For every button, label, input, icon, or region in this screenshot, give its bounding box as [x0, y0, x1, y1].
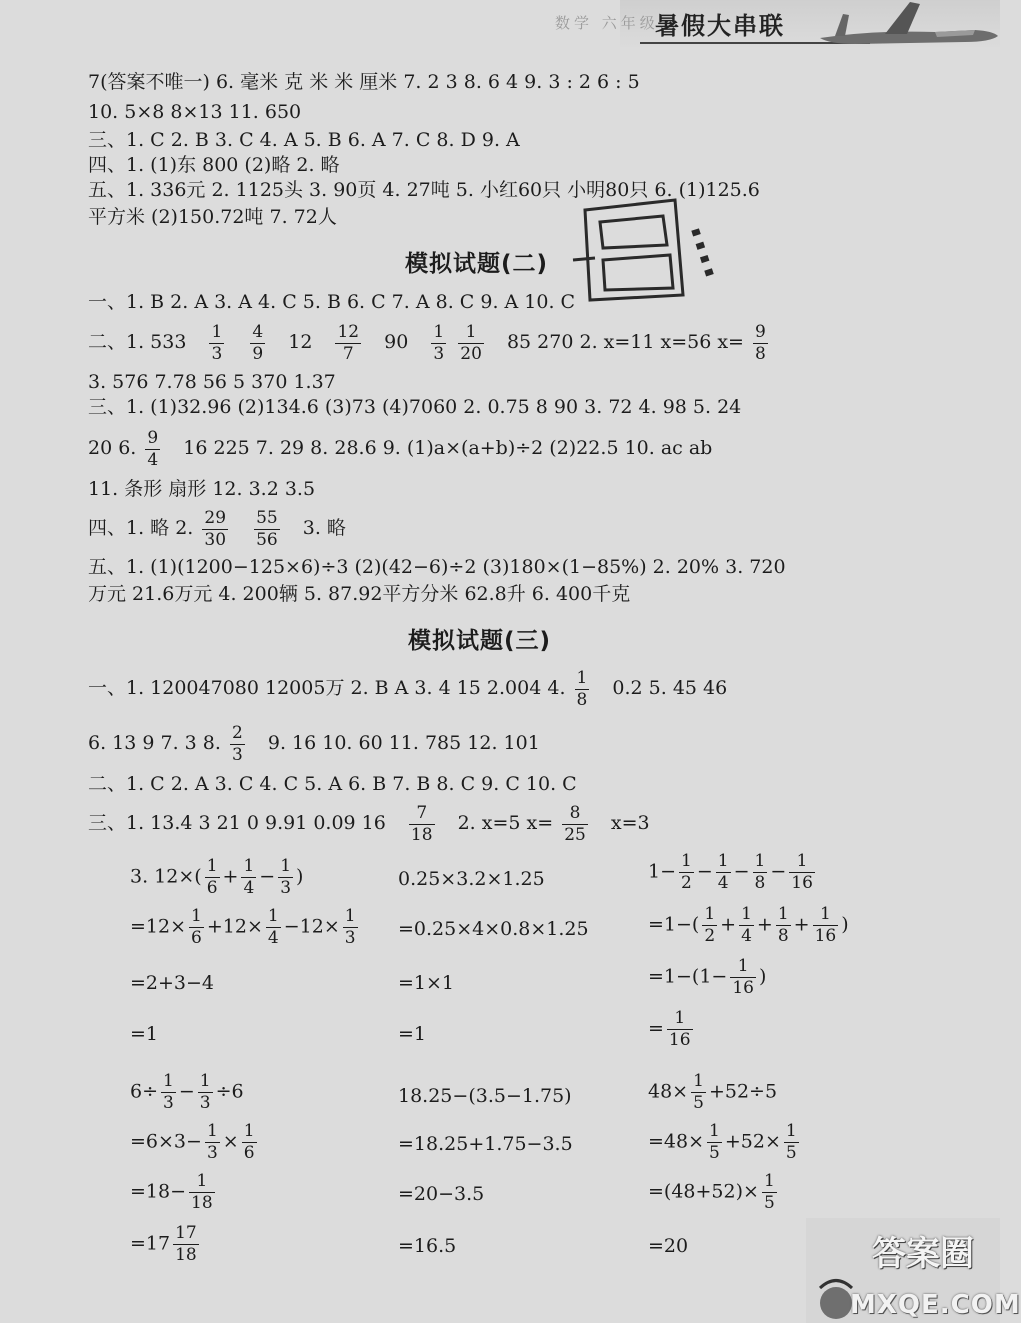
stamp-icon	[565, 200, 735, 320]
line11-text-a: 20 6.	[88, 437, 137, 459]
calc-1-row-2: =12× $\frac{1}{6}$ +12× $\frac{1}{4}$ −12× $\frac{1}{3}$	[130, 906, 356, 948]
line16-text-a: 一、1. 120047080 12005万 2. B A 3. 4 15 2.004 4.	[88, 677, 566, 699]
calc-1-row-4: =1	[130, 1023, 159, 1045]
calc-2-row-3: =1×1	[398, 972, 455, 994]
fraction: $\frac{7}{18}$	[410, 802, 433, 845]
fraction: $\frac{12}{7}$	[337, 321, 360, 364]
line19-text-a: 三、1. 13.4 3 21 0 9.91 0.09 16	[88, 812, 386, 834]
answer-line-10: 三、1. (1)32.96 (2)134.6 (3)73 (4)7060 2. 0.75 8 90 3. 72 4. 98 5. 24	[88, 396, 742, 418]
calc-6-row-2: =48× $\frac{1}{5}$ +52× $\frac{1}{5}$	[648, 1121, 797, 1163]
line19-text-b: 2. x=5 x=	[457, 812, 554, 834]
answer-line-18: 二、1. C 2. A 3. C 4. C 5. A 6. B 7. B 8. C 9. C 10. C	[88, 773, 577, 795]
answer-line-6: 平方米 (2)150.72吨 7. 72人	[88, 206, 337, 228]
line17-text-a: 6. 13 9 7. 3 8.	[88, 732, 221, 754]
calc-2-row-2: =0.25×4×0.8×1.25	[398, 918, 589, 940]
answer-line-4: 四、1. (1)东 800 (2)略 2. 略	[88, 154, 340, 176]
calc-3-row-3: =1−(1− $\frac{1}{16}$ )	[648, 956, 767, 998]
calc-4-row-3: =18− $\frac{1}{18}$	[130, 1171, 213, 1213]
line16-text-b: 0.2 5. 45 46	[612, 677, 728, 699]
calc-1-row-1: 3. 12×( $\frac{1}{6}$ + $\frac{1}{4}$ − $\frac{1}{3}$ )	[130, 856, 304, 898]
calc-3-row-2: =1−( $\frac{1}{2}$ + $\frac{1}{4}$ + $\frac{1}{8}$ + $\frac{1}{16}$ )	[648, 904, 849, 946]
calc-5-row-2: =18.25+1.75−3.5	[398, 1133, 573, 1155]
answer-line-9: 3. 576 7.78 56 5 370 1.37	[88, 371, 336, 393]
answer-line-16	[88, 668, 727, 709]
line8-text-c: 90	[384, 331, 409, 353]
line13-text-b: 3. 略	[302, 517, 346, 539]
fraction: $\frac{4}{9}$	[252, 321, 264, 364]
fraction: $\frac{1}{3}$	[211, 321, 223, 364]
calc-6-row-1: 48× $\frac{1}{5}$ +52÷5	[648, 1071, 778, 1113]
fraction: $\frac{55}{56}$	[256, 507, 278, 550]
fraction: $\frac{2}{3}$	[231, 722, 243, 765]
answer-line-15: 万元 21.6万元 4. 200辆 5. 87.92平方分米 62.8升 6. 400千克	[88, 583, 631, 605]
answer-line-3: 三、1. C 2. B 3. C 4. A 5. B 6. A 7. C 8. D 9. A	[88, 129, 520, 151]
answer-line-2: 10. 5×8 8×13 11. 650	[88, 101, 302, 123]
line19-text-c: x=3	[610, 812, 650, 834]
answer-line-8	[88, 322, 771, 363]
calc-4-row-4: =17 $\frac{17}{18}$	[130, 1223, 197, 1265]
header-title: 暑假大串联	[655, 11, 785, 40]
answer-line-13	[88, 508, 346, 549]
answer-line-7: 一、1. B 2. A 3. A 4. C 5. B 6. C 7. A 8. C 9. A 10. C	[88, 291, 576, 313]
fraction: $\frac{8}{25}$	[564, 802, 586, 845]
fraction: $\frac{1}{8}$	[576, 667, 588, 710]
watermark-cn-text: 答案圈	[872, 1234, 974, 1274]
answer-line-12: 11. 条形 扇形 12. 3.2 3.5	[88, 478, 316, 500]
calc-2-row-1: 0.25×3.2×1.25	[398, 868, 545, 890]
watermark-url-text: MXQE.COM	[850, 1290, 1021, 1320]
section-title-2: 模拟试题(二)	[405, 251, 549, 277]
fraction: $\frac{29}{30}$	[204, 507, 227, 550]
fraction: $\frac{1}{20}$	[460, 321, 482, 364]
answer-line-1: 7(答案不唯一) 6. 毫米 克 米 米 厘米 7. 2 3 8. 6 4 9. 3 : 2 6 : 5	[88, 71, 640, 93]
line8-text-a: 二、1. 533	[88, 331, 187, 353]
calc-5-row-4: =16.5	[398, 1235, 457, 1257]
calc-5-row-1: 18.25−(3.5−1.75)	[398, 1085, 572, 1107]
calc-2-row-4: =1	[398, 1023, 427, 1045]
fraction: $\frac{9}{4}$	[147, 427, 159, 470]
answer-line-11	[88, 428, 712, 469]
line8-text-b: 12	[288, 331, 313, 353]
calc-1-row-3: =2+3−4	[130, 972, 215, 994]
answer-line-17	[88, 723, 540, 764]
calc-3-row-4: = $\frac{1}{16}$	[648, 1008, 691, 1050]
calc-6-row-3: =(48+52)× $\frac{1}{5}$	[648, 1171, 775, 1213]
airplane-icon	[815, 0, 1000, 48]
calc-4-row-2: =6×3− $\frac{1}{3}$ × $\frac{1}{6}$	[130, 1121, 255, 1163]
fraction: $\frac{1}{3}$	[433, 321, 445, 364]
calc-3-row-1: 1− $\frac{1}{2}$ − $\frac{1}{4}$ − $\frac{1}{8}$ − $\frac{1}{16}$	[648, 851, 813, 893]
calc-4-row-1: 6÷ $\frac{1}{3}$ − $\frac{1}{3}$ ÷6	[130, 1071, 244, 1113]
calc-5-row-3: =20−3.5	[398, 1183, 485, 1205]
answer-line-19	[88, 803, 650, 844]
line11-text-b: 16 225 7. 29 8. 28.6 9. (1)a×(a+b)÷2 (2)22.5 10. ac ab	[183, 437, 713, 459]
line17-text-b: 9. 16 10. 60 11. 785 12. 101	[267, 732, 540, 754]
calc-6-row-4: =20	[648, 1235, 689, 1257]
fraction: $\frac{9}{8}$	[755, 321, 766, 364]
answer-line-5: 五、1. 336元 2. 1125头 3. 90页 4. 27吨 5. 小红60只 小明80只 6. (1)125.6	[88, 179, 760, 201]
answer-line-14: 五、1. (1)(1200−125×6)÷3 (2)(42−6)÷2 (3)180×(1−85%) 2. 20% 3. 720	[88, 556, 786, 578]
line13-text-a: 四、1. 略 2.	[88, 517, 194, 539]
section-title-3: 模拟试题(三)	[408, 628, 552, 654]
header-faint-text: 数学 六年级	[555, 14, 659, 32]
line8-text-d: 85 270 2. x=11 x=56 x=	[506, 331, 744, 353]
